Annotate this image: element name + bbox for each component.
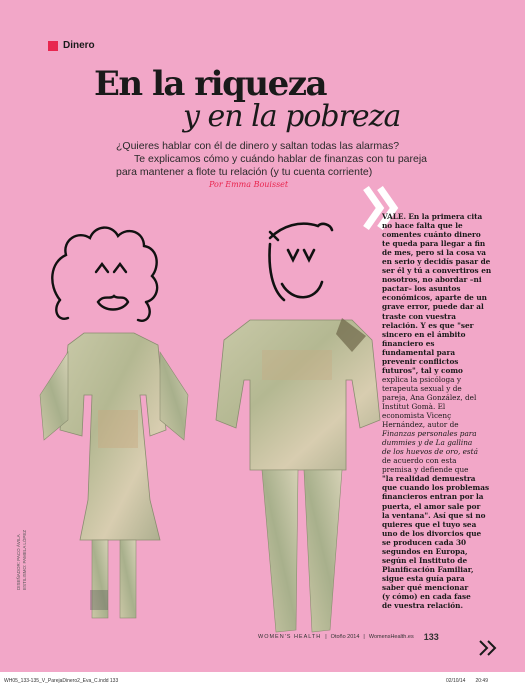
page-number: 133 <box>423 632 439 642</box>
body-line: de los huevos de oro, está <box>382 447 478 457</box>
body-line: Finanzas personales para <box>382 429 477 439</box>
body-line: puerta, el amor sale por <box>382 501 481 511</box>
body-line: se producen cada 30 <box>382 537 467 547</box>
body-line: de mes, pero si la cosa va <box>382 248 486 258</box>
body-line: traste con vuestra <box>382 311 456 321</box>
headline-line-2: y en la pobreza <box>183 99 401 134</box>
body-line: no hace falta que le <box>382 221 463 231</box>
credit-line: ESTILISMO: PAMELA LÓPEZ <box>22 529 27 590</box>
body-line: te queda para llegar a fin <box>382 239 486 249</box>
body-line: futuros", tal y como <box>382 365 463 375</box>
body-line: de acuerdo con esta <box>382 456 457 466</box>
print-date <box>446 678 488 684</box>
body-line: quieres que el tuyo sea <box>382 519 477 529</box>
body-line: grave error, puede dar al <box>382 302 484 312</box>
footer-separator: | <box>325 634 327 640</box>
man-money-figure <box>216 318 380 632</box>
body-line: fundamental para <box>382 347 456 357</box>
end-chevron-icon <box>478 640 500 656</box>
body-line: Institut Gomà. El <box>382 401 446 411</box>
page-footer <box>258 632 468 642</box>
body-line: la ventana". Así que si no <box>382 510 486 520</box>
woman-money-figure <box>40 333 188 618</box>
body-line: (y cómo) en cada fase <box>382 591 471 601</box>
footer-website: WomensHealth.es <box>368 634 414 640</box>
body-line: segundos en Europa, <box>382 546 468 556</box>
section-label <box>48 40 95 51</box>
body-line: economista Vicenç <box>382 411 452 421</box>
body-line-text: En la primera cita <box>408 212 483 221</box>
body-line: según el Instituto de <box>382 555 468 565</box>
body-line: financiero es <box>382 338 435 348</box>
body-line: financieros entran por la <box>382 492 484 502</box>
headline-line-1: En la riqueza <box>94 64 327 104</box>
standfirst-line: para mantener a flote tu relación (y tu cuenta corriente) <box>116 166 373 178</box>
body-line: Planificación Familiar, <box>382 564 474 574</box>
section-name: Dinero <box>63 40 95 51</box>
body-line: en serio y decidís pasar de <box>382 257 491 267</box>
section-marker-icon <box>48 41 58 51</box>
body-lead: VALE. <box>382 212 406 221</box>
body-line: pactar– los asuntos <box>382 284 461 294</box>
footer-magazine: WOMEN'S HEALTH <box>258 634 322 640</box>
credit-line: DISEÑADOR: PACO ÁVILA <box>16 534 21 590</box>
man-face-drawing <box>270 224 332 300</box>
body-line: económicos, aparte de un <box>382 293 487 303</box>
body-line: prevenir conflictos <box>382 356 459 366</box>
print-time: 20:49 <box>475 678 488 684</box>
footer-issue: Otoño 2014 <box>330 634 360 640</box>
body-line: comentes cuánto dinero <box>382 230 481 240</box>
standfirst-line: ¿Quieres hablar con él de dinero y saltan todas las alarmas? <box>116 140 400 152</box>
body-line: explica la psicóloga y <box>382 374 461 384</box>
body-line: sincero en el ámbito <box>382 329 466 339</box>
body-line: de vuestra relación. <box>382 601 463 611</box>
article-body <box>382 212 492 611</box>
standfirst-line: Te explicamos cómo y cuándo hablar de finanzas con tu pareja <box>134 153 428 165</box>
body-line: saber qué mencionar <box>382 582 469 592</box>
body-line: premisa y defiende que <box>382 465 469 475</box>
body-line: nosotros, no abordar –ni <box>382 275 482 285</box>
body-line: Hernández, autor de <box>382 420 459 430</box>
woman-face-drawing <box>52 228 157 321</box>
body-line: ser él y tú a convertiros en <box>382 266 492 276</box>
footer-separator: | <box>363 634 365 640</box>
print-slug: WH05_133-135_V_ParejaDinero2_Eva_C.indd 133 <box>4 678 119 684</box>
body-line: "la realidad demuestra <box>382 474 476 484</box>
print-date-value: 02/10/14 <box>446 678 466 684</box>
body-line: dummies y de La gallina <box>382 438 473 448</box>
standfirst <box>116 140 428 179</box>
body-line: relación. Y es que "ser <box>382 320 474 330</box>
body-line <box>382 212 488 221</box>
body-line: uno de los divorcios que <box>382 528 482 538</box>
body-line: que cuando los problemas <box>382 483 490 493</box>
body-line: pareja, Ana González, del <box>382 392 477 402</box>
body-line: terapeuta sexual y de <box>382 383 462 393</box>
body-line: sigue esta guía para <box>382 573 465 583</box>
byline: Por Emma Bouisset <box>209 180 289 189</box>
photo-credit <box>16 530 28 590</box>
